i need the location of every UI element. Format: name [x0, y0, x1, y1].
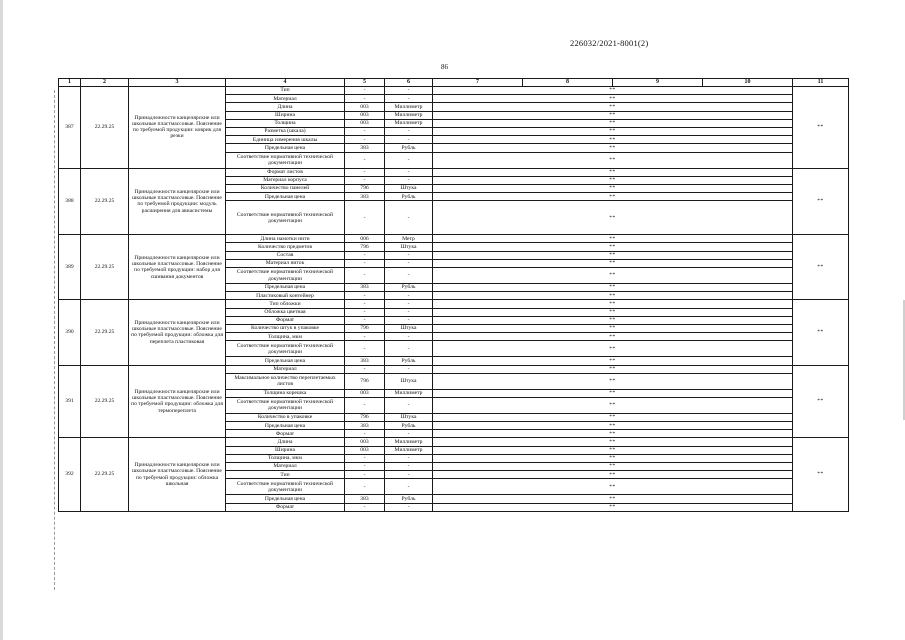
- value-cell: **: [433, 397, 793, 413]
- characteristic-cell: Ширина: [226, 446, 345, 454]
- value-cell: **: [433, 184, 793, 192]
- okei-code-cell: -: [345, 397, 385, 413]
- okpd-code-cell: 22.29.25: [81, 300, 129, 365]
- value-cell: **: [433, 111, 793, 119]
- characteristic-cell: Материал: [226, 365, 345, 373]
- okei-code-cell: -: [345, 454, 385, 462]
- okei-code-cell: -: [345, 176, 385, 184]
- characteristic-cell: Предельная цена: [226, 193, 345, 201]
- unit-cell: -: [385, 463, 433, 471]
- characteristic-cell: Единица измерения шкалы: [226, 136, 345, 144]
- characteristic-cell: Предельная цена: [226, 422, 345, 430]
- characteristic-cell: Материал корпуса: [226, 176, 345, 184]
- value-cell: **: [433, 495, 793, 503]
- okei-code-cell: -: [345, 201, 385, 235]
- item-number-cell: 391: [59, 365, 81, 438]
- column-header: 9: [613, 79, 703, 87]
- okei-code-cell: -: [345, 268, 385, 284]
- item-name-cell: Принадлежности канцелярские или школьные пластмассовые. Пояснение по требуемой продукции: коврик для резки: [129, 87, 226, 169]
- unit-cell: -: [385, 176, 433, 184]
- unit-cell: -: [385, 168, 433, 176]
- table-row: [59, 365, 849, 373]
- okei-code-cell: -: [345, 251, 385, 259]
- column-header: 10: [703, 79, 793, 87]
- okei-code-cell: -: [345, 471, 385, 479]
- value-cell: **: [433, 430, 793, 438]
- item-name-cell: Принадлежности канцелярские или школьные пластмассовые. Пояснение по требуемой продукции: набор для сшивания документов: [129, 235, 226, 300]
- characteristic-cell: Максимальное количество переплетаемых листов: [226, 373, 345, 389]
- characteristic-cell: Тип: [226, 471, 345, 479]
- okei-code-cell: 796: [345, 184, 385, 192]
- column-header: 7: [433, 79, 523, 87]
- unit-cell: Штука: [385, 373, 433, 389]
- okei-code-cell: -: [345, 300, 385, 308]
- unit-cell: -: [385, 95, 433, 103]
- characteristic-cell: Формат листов: [226, 168, 345, 176]
- specification-table: [58, 78, 849, 512]
- characteristic-cell: Соответствие нормативной технической документации: [226, 201, 345, 235]
- characteristic-cell: Длина: [226, 438, 345, 446]
- unit-cell: -: [385, 292, 433, 300]
- unit-cell: -: [385, 454, 433, 462]
- okei-code-cell: 003: [345, 389, 385, 397]
- unit-cell: -: [385, 471, 433, 479]
- unit-cell: -: [385, 479, 433, 495]
- unit-cell: -: [385, 251, 433, 259]
- unit-cell: -: [385, 300, 433, 308]
- unit-cell: -: [385, 316, 433, 324]
- unit-cell: Рубль: [385, 193, 433, 201]
- okei-code-cell: -: [345, 136, 385, 144]
- okpd-code-cell: 22.29.25: [81, 235, 129, 300]
- okei-code-cell: -: [345, 463, 385, 471]
- unit-cell: -: [385, 308, 433, 316]
- unit-cell: Миллиметр: [385, 389, 433, 397]
- characteristic-cell: Количество предметов: [226, 243, 345, 251]
- unit-cell: -: [385, 201, 433, 235]
- binding-margin-line: [54, 90, 55, 590]
- table-row: [59, 235, 849, 243]
- value-cell: **: [433, 316, 793, 324]
- item-number-cell: 389: [59, 235, 81, 300]
- okei-code-cell: 796: [345, 324, 385, 332]
- unit-cell: Штука: [385, 184, 433, 192]
- value-cell: **: [433, 324, 793, 332]
- value-cell: **: [433, 413, 793, 421]
- unit-cell: -: [385, 503, 433, 511]
- unit-cell: Рубль: [385, 144, 433, 152]
- okei-code-cell: 383: [345, 357, 385, 365]
- okei-code-cell: 383: [345, 193, 385, 201]
- okei-code-cell: -: [345, 503, 385, 511]
- value-cell: **: [433, 127, 793, 135]
- value-cell: **: [433, 259, 793, 267]
- characteristic-cell: Длина: [226, 103, 345, 111]
- value-cell: **: [433, 168, 793, 176]
- okei-code-cell: 796: [345, 243, 385, 251]
- value-cell: **: [433, 341, 793, 357]
- value-cell: **: [433, 284, 793, 292]
- okpd-code-cell: 22.29.25: [81, 438, 129, 511]
- table-body: [59, 79, 849, 512]
- unit-cell: Рубль: [385, 422, 433, 430]
- value-cell: **: [433, 300, 793, 308]
- note-cell: **: [793, 168, 849, 235]
- okei-code-cell: -: [345, 152, 385, 168]
- unit-cell: Миллиметр: [385, 119, 433, 127]
- value-cell: **: [433, 235, 793, 243]
- characteristic-cell: Толщина, мкм: [226, 333, 345, 341]
- scan-left-edge: [0, 0, 3, 640]
- okei-code-cell: -: [345, 292, 385, 300]
- unit-cell: -: [385, 87, 433, 95]
- okei-code-cell: -: [345, 127, 385, 135]
- unit-cell: -: [385, 365, 433, 373]
- value-cell: **: [433, 373, 793, 389]
- okei-code-cell: 796: [345, 373, 385, 389]
- table-row: [59, 168, 849, 176]
- column-header: 4: [226, 79, 345, 87]
- okei-code-cell: -: [345, 168, 385, 176]
- unit-cell: -: [385, 397, 433, 413]
- okei-code-cell: 383: [345, 495, 385, 503]
- okei-code-cell: -: [345, 333, 385, 341]
- unit-cell: Штука: [385, 413, 433, 421]
- characteristic-cell: Количество панелей: [226, 184, 345, 192]
- value-cell: **: [433, 292, 793, 300]
- value-cell: **: [433, 503, 793, 511]
- characteristic-cell: Количество штук в упаковке: [226, 324, 345, 332]
- okpd-code-cell: 22.29.25: [81, 168, 129, 235]
- value-cell: **: [433, 471, 793, 479]
- okei-code-cell: -: [345, 308, 385, 316]
- value-cell: **: [433, 201, 793, 235]
- characteristic-cell: Соответствие нормативной технической документации: [226, 152, 345, 168]
- characteristic-cell: Предельная цена: [226, 144, 345, 152]
- note-cell: **: [793, 235, 849, 300]
- characteristic-cell: Ширина: [226, 111, 345, 119]
- characteristic-cell: Тип обложки: [226, 300, 345, 308]
- characteristic-cell: Количество в упаковке: [226, 413, 345, 421]
- characteristic-cell: Длина намотки нити: [226, 235, 345, 243]
- value-cell: **: [433, 136, 793, 144]
- unit-cell: Штука: [385, 324, 433, 332]
- characteristic-cell: Соответствие нормативной технической документации: [226, 397, 345, 413]
- characteristic-cell: Предельная цена: [226, 284, 345, 292]
- characteristic-cell: Пластиковый контейнер: [226, 292, 345, 300]
- okei-code-cell: 003: [345, 119, 385, 127]
- unit-cell: Штука: [385, 243, 433, 251]
- value-cell: **: [433, 333, 793, 341]
- value-cell: **: [433, 389, 793, 397]
- value-cell: **: [433, 243, 793, 251]
- column-header: 2: [81, 79, 129, 87]
- characteristic-cell: Соответствие нормативной технической документации: [226, 268, 345, 284]
- item-number-cell: 387: [59, 87, 81, 169]
- characteristic-cell: Толщина, мкм: [226, 454, 345, 462]
- characteristic-cell: Толщина корешка: [226, 389, 345, 397]
- characteristic-cell: Материал ниток: [226, 259, 345, 267]
- value-cell: **: [433, 87, 793, 95]
- characteristic-cell: Разметка (шкала): [226, 127, 345, 135]
- unit-cell: -: [385, 259, 433, 267]
- value-cell: **: [433, 308, 793, 316]
- characteristic-cell: Обложка цветная: [226, 308, 345, 316]
- value-cell: **: [433, 95, 793, 103]
- column-header: 11: [793, 79, 849, 87]
- okei-code-cell: 796: [345, 413, 385, 421]
- value-cell: **: [433, 103, 793, 111]
- value-cell: **: [433, 463, 793, 471]
- okei-code-cell: 006: [345, 235, 385, 243]
- header-row: [59, 79, 849, 87]
- characteristic-cell: Формат: [226, 503, 345, 511]
- unit-cell: Миллиметр: [385, 103, 433, 111]
- okei-code-cell: -: [345, 341, 385, 357]
- unit-cell: -: [385, 430, 433, 438]
- document-number: 226032/2021-8001(2): [570, 38, 649, 48]
- characteristic-cell: Предельная цена: [226, 357, 345, 365]
- note-cell: **: [793, 365, 849, 438]
- okei-code-cell: 003: [345, 446, 385, 454]
- column-header: 8: [523, 79, 613, 87]
- characteristic-cell: Соответствие нормативной технической документации: [226, 479, 345, 495]
- note-cell: **: [793, 87, 849, 169]
- unit-cell: Рубль: [385, 495, 433, 503]
- column-header: 1: [59, 79, 81, 87]
- characteristic-cell: Материал: [226, 463, 345, 471]
- value-cell: **: [433, 479, 793, 495]
- okei-code-cell: -: [345, 365, 385, 373]
- characteristic-cell: Формат: [226, 316, 345, 324]
- value-cell: **: [433, 251, 793, 259]
- note-cell: **: [793, 300, 849, 365]
- unit-cell: Рубль: [385, 284, 433, 292]
- okei-code-cell: 003: [345, 103, 385, 111]
- value-cell: **: [433, 268, 793, 284]
- okpd-code-cell: 22.29.25: [81, 87, 129, 169]
- table-row: [59, 438, 849, 446]
- characteristic-cell: Формат: [226, 430, 345, 438]
- unit-cell: Миллиметр: [385, 111, 433, 119]
- value-cell: **: [433, 365, 793, 373]
- unit-cell: -: [385, 127, 433, 135]
- characteristic-cell: Толщина: [226, 119, 345, 127]
- okei-code-cell: 383: [345, 422, 385, 430]
- value-cell: **: [433, 119, 793, 127]
- okei-code-cell: -: [345, 316, 385, 324]
- okei-code-cell: -: [345, 259, 385, 267]
- characteristic-cell: Соответствие нормативной технической документации: [226, 341, 345, 357]
- unit-cell: Миллиметр: [385, 446, 433, 454]
- okei-code-cell: 003: [345, 438, 385, 446]
- value-cell: **: [433, 357, 793, 365]
- value-cell: **: [433, 446, 793, 454]
- okei-code-cell: -: [345, 87, 385, 95]
- characteristic-cell: Тип: [226, 87, 345, 95]
- item-number-cell: 388: [59, 168, 81, 235]
- unit-cell: -: [385, 333, 433, 341]
- unit-cell: -: [385, 268, 433, 284]
- unit-cell: -: [385, 136, 433, 144]
- value-cell: **: [433, 144, 793, 152]
- value-cell: **: [433, 454, 793, 462]
- value-cell: **: [433, 438, 793, 446]
- okei-code-cell: 383: [345, 144, 385, 152]
- item-number-cell: 392: [59, 438, 81, 511]
- unit-cell: -: [385, 341, 433, 357]
- item-number-cell: 390: [59, 300, 81, 365]
- okei-code-cell: -: [345, 95, 385, 103]
- unit-cell: Рубль: [385, 357, 433, 365]
- unit-cell: Метр: [385, 235, 433, 243]
- column-header: 3: [129, 79, 226, 87]
- unit-cell: -: [385, 152, 433, 168]
- item-name-cell: Принадлежности канцелярские или школьные пластмассовые. Пояснение по требуемой продукции: модуль расширения для авиасистемы: [129, 168, 226, 235]
- value-cell: **: [433, 152, 793, 168]
- item-name-cell: Принадлежности канцелярские или школьные пластмассовые. Пояснение по требуемой продукции: обложка школьная: [129, 438, 226, 511]
- value-cell: **: [433, 176, 793, 184]
- table-row: [59, 87, 849, 95]
- characteristic-cell: Материал: [226, 95, 345, 103]
- characteristic-cell: Предельная цена: [226, 495, 345, 503]
- column-header: 6: [385, 79, 433, 87]
- column-header: 5: [345, 79, 385, 87]
- characteristic-cell: Состав: [226, 251, 345, 259]
- page-number: 86: [441, 63, 448, 71]
- table-row: [59, 300, 849, 308]
- okei-code-cell: -: [345, 430, 385, 438]
- okei-code-cell: 383: [345, 284, 385, 292]
- okei-code-cell: 003: [345, 111, 385, 119]
- okpd-code-cell: 22.29.25: [81, 365, 129, 438]
- item-name-cell: Принадлежности канцелярские или школьные пластмассовые. Пояснение по требуемой продукции: обложка для термопереплета: [129, 365, 226, 438]
- note-cell: **: [793, 438, 849, 511]
- value-cell: **: [433, 422, 793, 430]
- okei-code-cell: -: [345, 479, 385, 495]
- item-name-cell: Принадлежности канцелярские или школьные пластмассовые. Пояснение по требуемой продукции: обложка для переплета пластиковая: [129, 300, 226, 365]
- value-cell: **: [433, 193, 793, 201]
- unit-cell: Миллиметр: [385, 438, 433, 446]
